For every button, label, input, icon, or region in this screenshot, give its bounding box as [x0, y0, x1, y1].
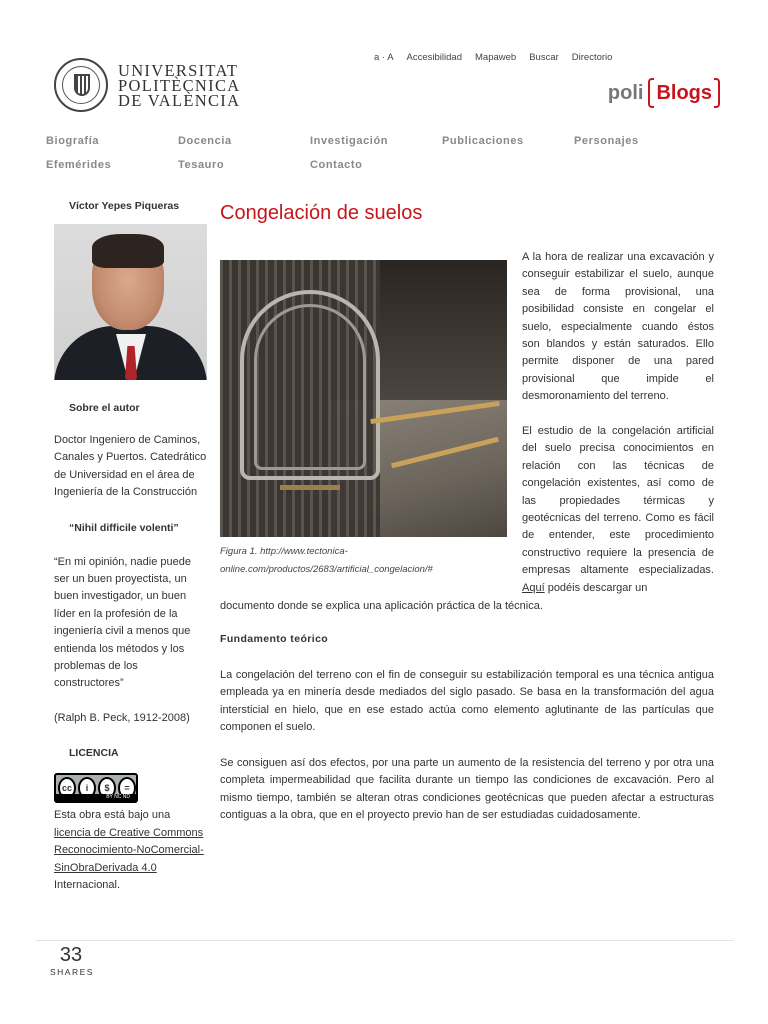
nav-item-tesauro[interactable]: Tesauro — [178, 159, 225, 171]
article-figure-image — [220, 260, 507, 537]
directory-link[interactable]: Directorio — [571, 52, 613, 63]
nav-item-personajes[interactable]: Personajes — [574, 135, 639, 147]
search-link[interactable]: Buscar — [529, 52, 559, 63]
license-link[interactable]: licencia de Creative Commons Reconocimiento-NoComercial-SinObraDerivada 4.0 — [54, 826, 204, 874]
blogs-bracket-icon — [648, 78, 720, 108]
creative-commons-badge[interactable] — [54, 773, 138, 803]
university-logo[interactable] — [54, 58, 240, 112]
nav-item-contacto[interactable]: Contacto — [310, 159, 363, 171]
about-text: Doctor Ingeniero de Caminos, Canales y Puertos. Catedrático de Universidad en el área de Ingeniería de la Construcción — [54, 434, 207, 499]
article-paragraph — [522, 423, 714, 597]
article-paragraph: Se consiguen así dos efectos, por una parte un aumento de la resistencia del terreno y por otra una completa impermeabilidad que facilita durante un tiempo las condiciones de excavación. Pero al mismo tiempo, también se alteran otras condiciones geotécnicas que pueden afectar a estructuras contiguas a la obra, que en el proyecto previo han de ser estudiadas cuidadosamente. — [220, 757, 714, 822]
font-size-toggle[interactable]: a · A — [374, 52, 394, 63]
share-counter[interactable] — [50, 944, 92, 977]
poliblogs-prefix: poli — [607, 81, 644, 104]
sidebar — [54, 200, 209, 894]
university-name-line: POLITÈCNICA — [118, 75, 241, 95]
university-name-line: UNIVERSITAT — [118, 60, 239, 80]
figure-caption: Figura 1. http://www.tectonica-online.com/productos/2683/artificial_congelacion/# — [220, 546, 433, 575]
by-icon: i — [78, 777, 96, 799]
article-paragraph: La congelación del terreno con el fin de conseguir su estabilización temporal es una técnica antigua empleada ya en minería desde mediados del siglo pasado. Se basa en la transformación del agua intersticial en hielo, que en ese estado actúa como elemento aglutinante de las partículas que componen el suelo. — [220, 669, 714, 734]
share-count: 33 — [59, 944, 83, 966]
license-badge-text: BY NC ND — [56, 794, 136, 801]
divider — [36, 940, 734, 941]
cc-icon: cc — [58, 777, 76, 799]
nd-icon: = — [118, 777, 136, 799]
article-paragraph-continued: documento donde se explica una aplicación práctica de la técnica. — [220, 600, 543, 612]
share-label: SHARES — [50, 967, 94, 977]
nav-item-docencia[interactable]: Docencia — [178, 135, 232, 147]
section-subheading: Fundamento teórico — [220, 633, 329, 645]
nav-item-publicaciones[interactable]: Publicaciones — [442, 135, 524, 147]
top-links — [374, 52, 612, 63]
download-link[interactable]: Aquí — [522, 581, 545, 594]
nav-item-biografia[interactable]: Biografía — [46, 135, 100, 147]
motto-heading: “Nihil difficile volenti” — [69, 521, 179, 534]
author-name: Víctor Yepes Piqueras — [69, 200, 180, 212]
about-heading: Sobre el autor — [69, 402, 140, 414]
quote-text: “En mi opinión, nadie puede ser un buen proyectista, un buen investigador, un buen líder en la profesión de la ingeniería civil a menos que entienda los métodos y los problemas de los constructores” — [54, 555, 191, 690]
article-paragraph: A la hora de realizar una excavación y conseguir estabilizar el suelo, aunque sea de forma provisional, una posibilidad consiste en congelar el suelo, especialmente cuando éstos son blandos y están saturados. Ello permite disponer de una pared provisional que impide el desmoronamiento del terreno. — [522, 251, 714, 403]
university-name-line: DE VALÈNCIA — [118, 90, 241, 110]
quote-author: (Ralph B. Peck, 1912-2008) — [54, 711, 190, 724]
main-nav — [46, 135, 726, 183]
article-paragraph-text: podéis descargar un — [544, 581, 648, 594]
license-heading: LICENCIA — [69, 747, 119, 760]
article-title: Congelación de suelos — [220, 202, 423, 224]
university-seal-icon — [54, 58, 108, 112]
author-photo — [54, 224, 207, 380]
nc-icon: $ — [98, 777, 116, 799]
license-text-end: Internacional. — [54, 878, 121, 891]
article-paragraph-text: El estudio de la congelación artificial del suelo precisa conocimientos en relación con las técnicas de congelación existentes, así como de las propiedades térmicas y geotécnicas del terreno. Como es fácil de entender, este procedimiento constructivo requiere la presencia de empresas altamente especializadas. — [522, 425, 714, 577]
nav-item-investigacion[interactable]: Investigación — [310, 135, 389, 147]
nav-item-efemerides[interactable]: Efemérides — [46, 159, 112, 171]
poliblogs-label: Blogs — [656, 81, 712, 104]
sitemap-link[interactable]: Mapaweb — [475, 52, 517, 63]
license-text: Esta obra está bajo una — [54, 809, 171, 822]
university-name — [118, 60, 241, 110]
poliblogs-logo[interactable] — [608, 78, 720, 108]
accessibility-link[interactable]: Accesibilidad — [406, 52, 462, 63]
